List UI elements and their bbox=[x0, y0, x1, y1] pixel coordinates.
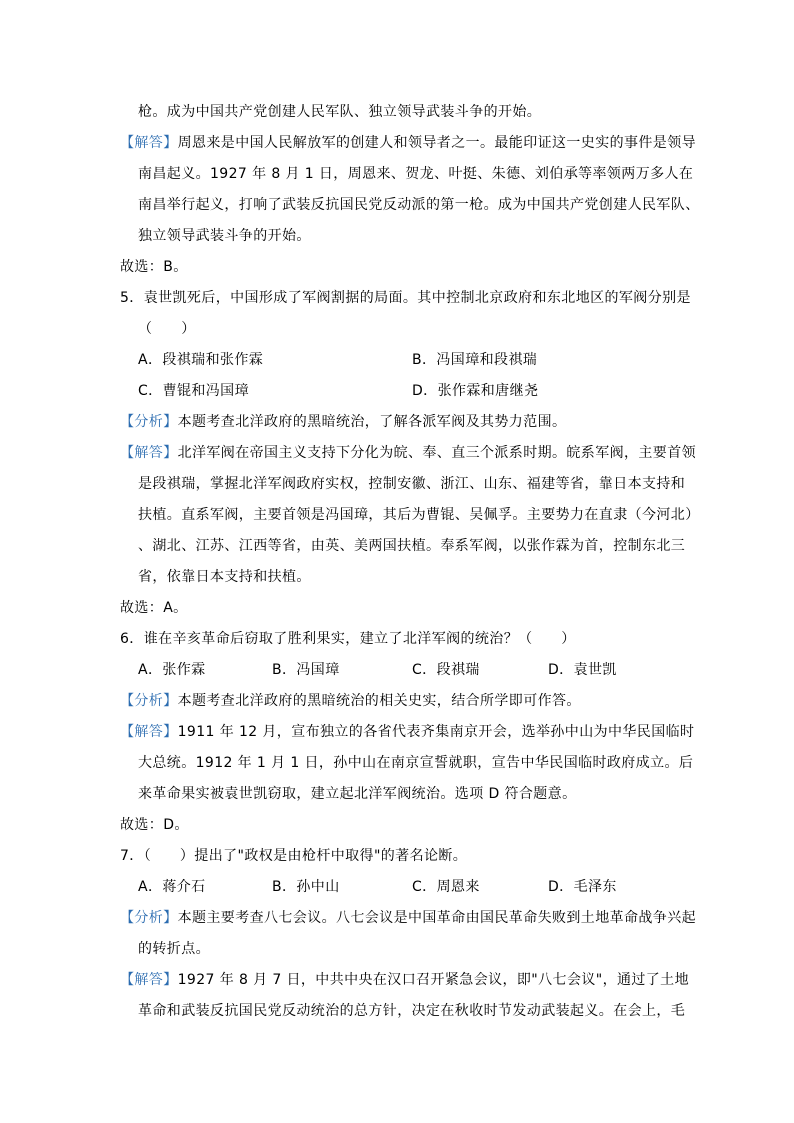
text-line: 、湖北、江苏、江西等省，由英、美两国扶植。奉系军阀，以张作霖为首，控制东北三 bbox=[138, 538, 686, 554]
text-line: 省，依靠日本支持和扶植。 bbox=[138, 569, 311, 585]
question-7-option-d: D．毛泽东 bbox=[548, 879, 617, 895]
choice-result: 故选：A。 bbox=[120, 600, 188, 616]
question-6-option-d: D．袁世凯 bbox=[548, 662, 617, 678]
question-5-blank: （ ） bbox=[138, 321, 196, 337]
analysis-paragraph-line bbox=[120, 908, 696, 928]
answer-tag: 【解答】 bbox=[120, 724, 178, 740]
question-7-stem: 7．（ ）提出了"政权是由枪杆中取得"的著名论断。 bbox=[120, 848, 468, 864]
answer-paragraph-line bbox=[120, 443, 696, 463]
analysis-paragraph-line bbox=[120, 412, 566, 432]
question-5-stem: 5．袁世凯死后，中国形成了军阀割据的局面。其中控制北京政府和东北地区的军阀分别是 bbox=[120, 290, 691, 306]
answer-text: 周恩来是中国人民解放军的创建人和领导者之一。最能印证这一史实的事件是领导 bbox=[177, 135, 697, 151]
text-line: 革命和武装反抗国民党反动统治的总方针，决定在秋收时节发动武装起义。在会上，毛 bbox=[138, 1003, 686, 1019]
answer-tag: 【解答】 bbox=[120, 135, 178, 151]
text-line: 扶植。直系军阀，主要首领是冯国璋，其后为曹锟、吴佩孚。主要势力在直隶（今河北） bbox=[138, 507, 700, 523]
analysis-tag: 【分析】 bbox=[120, 693, 178, 709]
answer-tag: 【解答】 bbox=[120, 445, 178, 461]
choice-result: 故选：B。 bbox=[120, 259, 188, 275]
question-5-option-b: B．冯国璋和段祺瑞 bbox=[412, 352, 538, 368]
question-5-option-a: A．段祺瑞和张作霖 bbox=[138, 352, 264, 368]
analysis-tag: 【分析】 bbox=[120, 414, 178, 430]
question-6-option-b: B．冯国璋 bbox=[272, 662, 340, 678]
analysis-paragraph-line bbox=[120, 691, 581, 711]
answer-tag: 【解答】 bbox=[120, 972, 178, 988]
question-5-option-c: C．曹锟和冯国璋 bbox=[138, 383, 249, 399]
answer-paragraph-line bbox=[120, 722, 694, 742]
answer-paragraph-line bbox=[120, 133, 696, 153]
text-line: 南昌起义。1927 年 8 月 1 日，周恩来、贺龙、叶挺、朱德、刘伯承等率领两万多人在 bbox=[138, 166, 694, 182]
question-6-option-c: C．段祺瑞 bbox=[412, 662, 480, 678]
analysis-text: 本题考查北洋政府的黑暗统治，了解各派军阀及其势力范围。 bbox=[177, 414, 567, 430]
answer-text: 北洋军阀在帝国主义支持下分化为皖、奉、直三个派系时期。皖系军阀，主要首领 bbox=[177, 445, 697, 461]
choice-result: 故选：D。 bbox=[120, 817, 189, 833]
analysis-text: 本题主要考查八七会议。八七会议是中国革命由国民革命失败到土地革命战争兴起 bbox=[177, 910, 697, 926]
text-line: 来革命果实被袁世凯窃取，建立起北洋军阀统治。选项 D 符合题意。 bbox=[138, 786, 577, 802]
analysis-tag: 【分析】 bbox=[120, 910, 178, 926]
question-7-option-a: A．蒋介石 bbox=[138, 879, 206, 895]
question-5-option-d: D．张作霖和唐继尧 bbox=[412, 383, 539, 399]
question-7-option-b: B．孙中山 bbox=[272, 879, 340, 895]
text-line: 独立领导武装斗争的开始。 bbox=[138, 228, 311, 244]
text-line: 是段祺瑞，掌握北洋军阀政府实权，控制安徽、浙江、山东、福建等省，靠日本支持和 bbox=[138, 476, 686, 492]
text-line: 枪。成为中国共产党创建人民军队、独立领导武装斗争的开始。 bbox=[138, 104, 542, 120]
answer-paragraph-line bbox=[120, 970, 689, 990]
text-line: 大总统。1912 年 1 月 1 日，孙中山在南京宣誓就职，宣告中华民国临时政府成立。后 bbox=[138, 755, 694, 771]
question-7-option-c: C．周恩来 bbox=[412, 879, 480, 895]
analysis-text: 本题考查北洋政府的黑暗统治的相关史实，结合所学即可作答。 bbox=[177, 693, 581, 709]
answer-text: 1911 年 12 月，宣布独立的各省代表齐集南京开会，选举孙中山为中华民国临时 bbox=[177, 724, 695, 740]
question-6-stem: 6．谁在辛亥革命后窃取了胜利果实，建立了北洋军阀的统治？（ ） bbox=[120, 631, 576, 647]
question-6-option-a: A．张作霖 bbox=[138, 662, 206, 678]
answer-text: 1927 年 8 月 7 日，中共中央在汉口召开紧急会议，即"八七会议"，通过了土地 bbox=[177, 972, 689, 988]
text-line: 的转折点。 bbox=[138, 941, 210, 957]
text-line: 南昌举行起义，打响了武装反抗国民党反动派的第一枪。成为中国共产党创建人民军队、 bbox=[138, 197, 700, 213]
